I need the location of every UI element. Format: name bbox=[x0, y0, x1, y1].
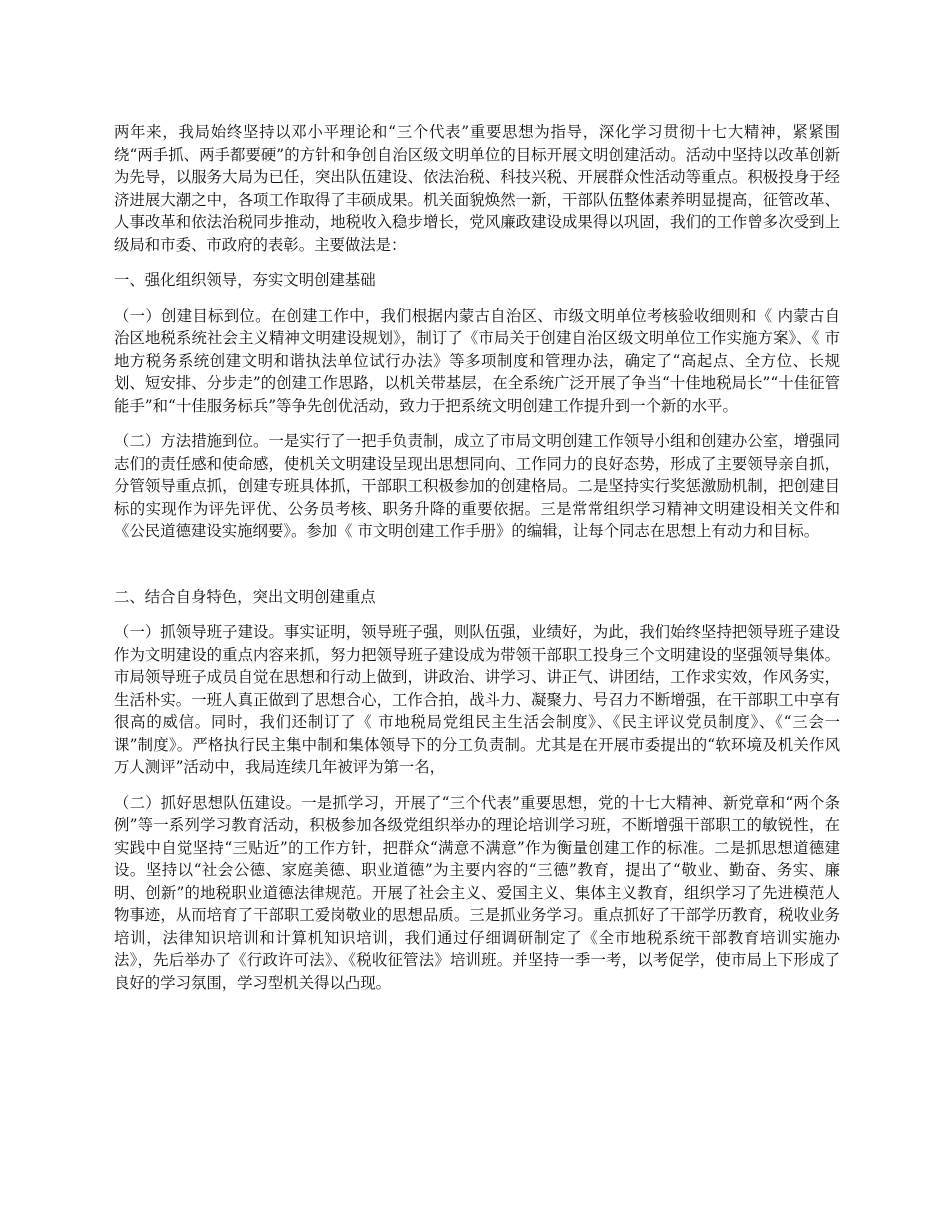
document-body bbox=[114, 121, 840, 1007]
section-1-paragraph-2: （二）方法措施到位。一是实行了一把手负责制，成立了市局文明创建工作领导小组和创建办公室，增强同志们的责任感和使命感，使机关文明建设呈现出思想同向、工作同力的良好态势，形成了主要领导亲自抓，分管领导重点抓，创建专班具体抓，干部职工积极参加的创建格局。二是坚持实行奖惩激励机制，把创建目标的实现作为评先评优、公务员考核、职务升降的重要依据。三是常常组织学习精神文明建设相关文件和《公民道德建设实施纲要》。参加《 市文明创建工作手册》的编辑，让每个同志在思想上有动力和目标。 bbox=[114, 432, 840, 540]
section-2-heading: 二、结合自身特色，突出文明创建重点 bbox=[114, 587, 376, 606]
section-spacer bbox=[114, 556, 840, 586]
section-1-heading: 一、强化组织领导，夯实文明创建基础 bbox=[114, 271, 376, 289]
section-1-paragraph-1: （一）创建目标到位。在创建工作中，我们根据内蒙古自治区、市级文明单位考核验收细则和《 内蒙古自治区地税系统社会主义精神文明建设规划》，制订了《市局关于创建自治区级文明单位工作实施方案》、《 市地方税务系统创建文明和谐执法单位试行办法》等多项制度和管理办法，确定了“高起点、全方位、长规划、短安排、分步走”的创建工作思路，以机关带基层，在全系统广泛开展了争当“十佳地税局长”“十佳征管能手”和“十佳服务标兵”等争先创优活动，致力于把系统文明创建工作提升到一个新的水平。 bbox=[114, 306, 840, 415]
intro-paragraph: 两年来，我局始终坚持以邓小平理论和“三个代表”重要思想为指导，深化学习贯彻十七大精神，紧紧围绕“两手抓、两手都要硬”的方针和争创自治区级文明单位的目标开展文明创建活动。活动中坚持以改革创新为先导，以服务大局为已任，突出队伍建设、依法治税、科技兴税、开展群众性活动等重点。积极投身于经济进展大潮之中，各项工作取得了丰硕成果。机关面貌焕然一新，干部队伍整体素养明显提高，征管改革、人事改革和依法治税同步推动，地税收入稳步增长，党风廉政建设成果得以巩固，我们的工作曾多次受到上级局和市委、市政府的表彰。主要做法是： bbox=[114, 123, 840, 254]
section-2-paragraph-1: （一）抓领导班子建设。事实证明，领导班子强，则队伍强，业绩好，为此，我们始终坚持把领导班子建设作为文明建设的重点内容来抓，努力把领导班子建设成为带领干部职工投身三个文明建设的坚强领导集体。市局领导班子成员自觉在思想和行动上做到，讲政治、讲学习、讲正气、讲团结，工作求实效，作风务实，生活朴实。一班人真正做到了思想合心，工作合拍，战斗力、凝聚力、号召力不断增强，在干部职工中享有很高的威信。同时，我们还制订了《 市地税局党组民主生活会制度》、《民主评议党员制度》、《“三会一课”制度》。严格执行民主集中制和集体领导下的分工负责制。尤其是在开展市委提出的“软环境及机关作风万人测评”活动中，我局连续几年被评为第一名， bbox=[114, 623, 840, 776]
section-2-paragraph-2: （二）抓好思想队伍建设。一是抓学习，开展了“三个代表”重要思想，党的十七大精神、新党章和“两个条例”等一系列学习教育活动，积极参加各级党组织举办的理论培训学习班，不断增强干部职工的敏锐性，在实践中自觉坚持“三贴近”的工作方针，把群众“满意不满意”作为衡量创建工作的标准。二是抓思想道德建设。坚持以“社会公德、家庭美德、职业道德”为主要内容的“三德”教育，提出了“敬业、勤奋、务实、廉明、创新”的地税职业道德法律规范。开展了社会主义、爱国主义、集体主义教育，组织学习了先进模范人物事迹，从而培育了干部职工爱岗敬业的思想品质。三是抓业务学习。重点抓好了干部学历教育，税收业务培训，法律知识培训和计算机知识培训，我们通过仔细调研制定了《全市地税系统干部教育培训实施办法》，先后举办了《行政许可法》、《税收征管法》培训班。并坚持一季一考，以考促学，使市局上下形成了良好的学习氛围，学习型机关得以凸现。 bbox=[114, 793, 840, 992]
